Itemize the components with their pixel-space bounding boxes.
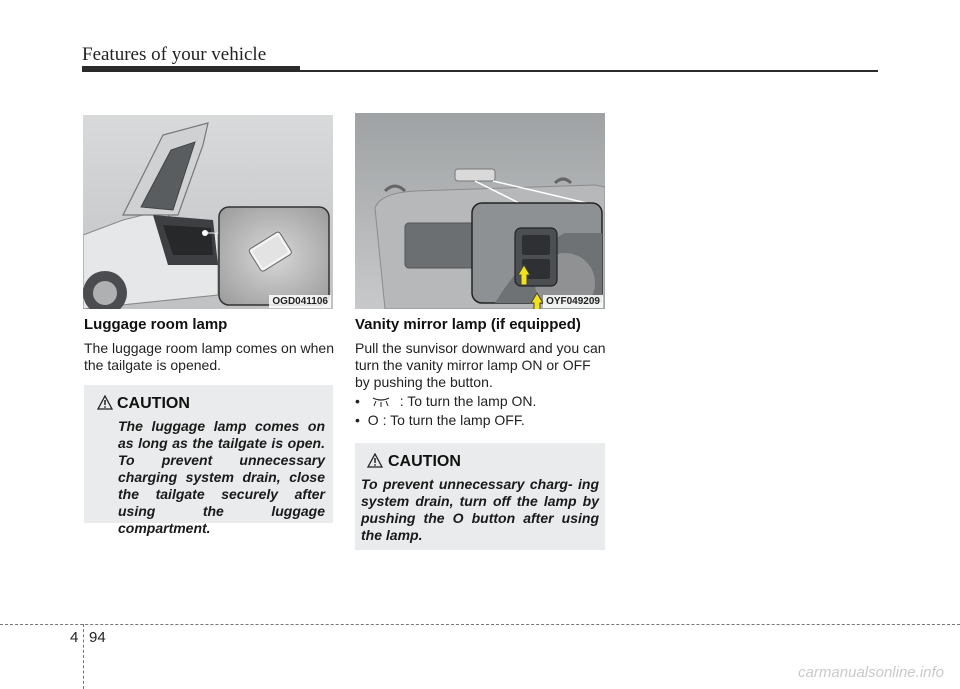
luggage-lamp-body: The luggage room lamp comes on when the tailgate is opened.: [84, 340, 334, 373]
bullet-text: : To turn the lamp ON.: [399, 393, 537, 409]
vanity-lamp-title: Vanity mirror lamp (if equipped): [355, 316, 581, 333]
bullet-lamp-off: • O : To turn the lamp OFF.: [355, 412, 525, 428]
bullet-text: O : To turn the lamp OFF.: [367, 412, 525, 428]
warning-triangle-icon: [97, 395, 113, 410]
header-rule: [82, 66, 300, 72]
luggage-lamp-illustration: [83, 115, 333, 309]
luggage-lamp-title: Luggage room lamp: [84, 316, 228, 333]
bullet-lamp-on: • : To turn the lamp ON.: [355, 393, 537, 409]
watermark: carmanualsonline.info: [798, 664, 944, 681]
vanity-lamp-body: Pull the sunvisor downward and you can turn the vanity mirror lamp ON or OFF by pushing the button.: [355, 340, 606, 390]
footer-rule: [0, 624, 960, 625]
footer-divider: [83, 624, 84, 689]
vanity-lamp-illustration: [355, 113, 605, 309]
warning-triangle-icon: [367, 453, 383, 468]
vanity-lamp-figure: [355, 113, 605, 309]
chapter-number: 4: [70, 629, 79, 646]
lamp-on-icon: [370, 396, 392, 408]
caution-text: The luggage lamp comes on as long as the tailgate is open. To prevent unnecessary charging system drain, close the tailgate securely after using the luggage compartment.: [118, 418, 325, 536]
caution-box: [355, 443, 605, 550]
header-rule-thin: [300, 70, 878, 72]
caution-heading: CAUTION: [388, 453, 461, 470]
caution-text: To prevent unnecessary charg- ing system drain, turn off the lamp by pushing the O button after using the lamp.: [361, 476, 599, 543]
figure-code: OGD041106: [269, 295, 331, 308]
page-header-title: Features of your vehicle: [82, 44, 267, 65]
caution-heading: CAUTION: [117, 395, 190, 412]
page-number: 94: [89, 629, 106, 646]
figure-code: OYF049209: [543, 295, 603, 308]
caution-box: [84, 385, 333, 536]
luggage-lamp-figure: [83, 115, 333, 309]
